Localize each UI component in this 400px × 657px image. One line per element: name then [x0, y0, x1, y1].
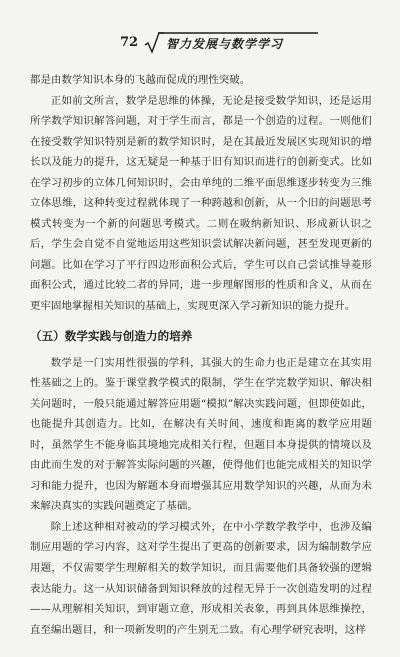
section-heading: （五）数学实践与创造力的培养: [30, 328, 193, 343]
paragraph: 都是由数学知识本身的飞越而促成的理性突破。: [30, 74, 251, 86]
radical-sign-icon: [144, 32, 164, 54]
running-head: 智力发展与数学学习: [166, 37, 284, 51]
paragraph: 数学是一门实用性很强的学科，其强大的生命力也正是建立在其实用性基础之上的。鉴于课堂教学模式的限制，学生在学完数学知识、解决相关问题时，一般只能通过解答应用题“模拟”解决实践问题，但即使如此，也能提升其创造力。比如，在解决有关时间、速度和距离的数学应用题时，虽然学生不能身临其境地完成相关行程，但题目本身提供的情境以及由此而生发的对于解答实际问题的兴趣，使得他们也能完成相关的知识学习和能力提升，也因为解题本身而增强其应用数学知识的兴趣，从而为未来解决真实的实践问题奠定了基础。: [30, 356, 372, 513]
page-number: 72: [120, 35, 139, 50]
paragraph: 正如前文所言，数学是思维的体操，无论是接受数学知识，还是运用所学数学知识解答问题，对于学生而言，都是一个创造的过程。一则他们在接受数学知识特别是新的数学知识时，是在其最近发展区实现知识的增长以及能力的提升，这无疑是一种基于旧有知识而进行的创新变式。比如在学习初步的立体几何知识时，会由单纯的二维平面思维逐步转变为三维立体思维，这种转变过程就体现了一种跨越和创新，从一个旧的问题思考模式转变为一个新的问题思考模式。二则在吸纳新知识、形成新认识之后，学生会自觉不自觉地运用这些知识尝试解决新问题，甚至发现更新的问题。比如在学习了平行四边形面积公式后，学生可以自己尝试推导菱形面积公式，通过比较二者的异同，进一步理解图形的性质和含义，从而在更牢固地掌握相关知识的基础上，实现更深入学习新知识的能力提升。: [30, 94, 372, 313]
paragraph: 除上述这种相对被动的学习模式外，在中小学数学教学中，也涉及编制应用题的学习内容，这对学生提出了更高的创新要求，因为编制数学应用题，不仅需要学生理解相关的数学知识，而且需要他们具备较强的逻辑表达能力。这一从知识储备到知识释放的过程无异于一次创造发明的过程——从理解相关知识，到审题立意，形成相关表象，再到具体思维操控，直至编出题目，和一项新发明的产生别无二致。有心理学研究表明，这样: [30, 520, 372, 636]
body-text: [30, 70, 372, 640]
